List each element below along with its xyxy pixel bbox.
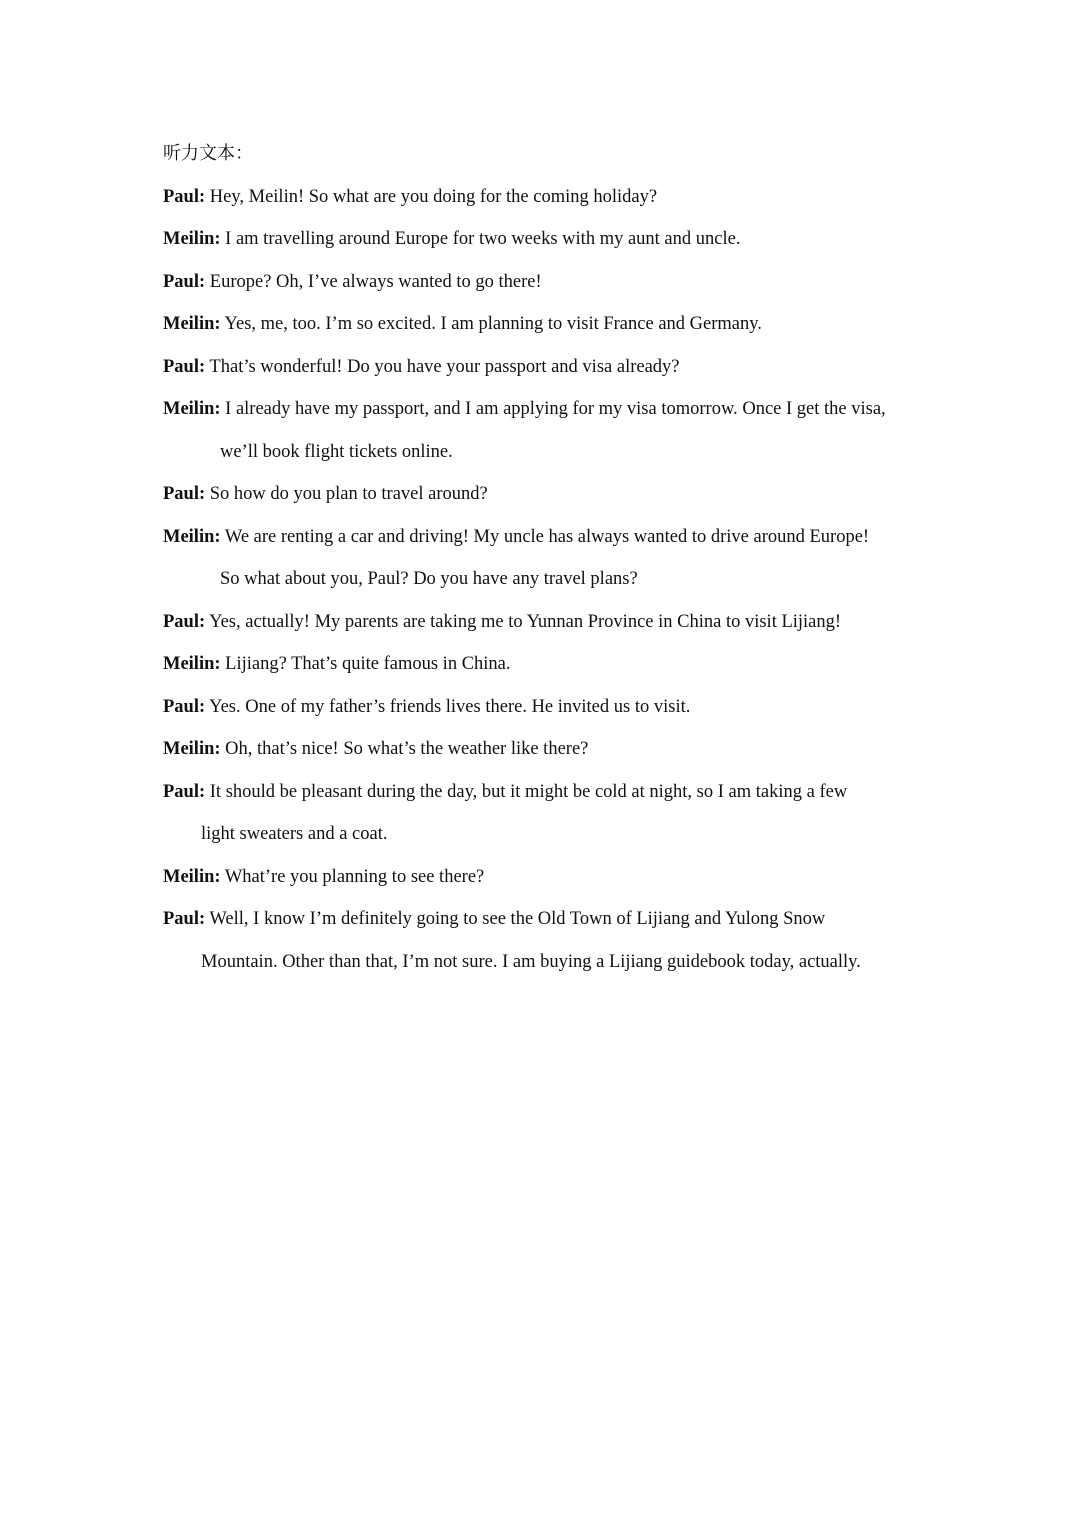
dialogue-line-15 <box>163 898 923 941</box>
speaker-label: Meilin: <box>163 739 221 759</box>
speaker-label: Meilin: <box>163 654 221 674</box>
speaker-label: Paul: <box>163 696 206 717</box>
dialogue-line-8 <box>163 516 923 559</box>
dialogue-text: Hey, Meilin! So what are you doing for the coming holiday? <box>205 186 658 207</box>
dialogue-line-7 <box>163 473 923 516</box>
dialogue-text: It should be pleasant during the day, but it might be cold at night, so I am taking a few <box>205 781 848 802</box>
dialogue-continuation: Mountain. Other than that, I’m not sure. I am buying a Lijiang guidebook today, actually. <box>201 951 861 972</box>
dialogue-text: Europe? Oh, I’ve always wanted to go there! <box>205 271 542 292</box>
dialogue-text: What’re you planning to see there? <box>220 866 485 887</box>
speaker-label: Meilin: <box>163 866 221 887</box>
dialogue-text: Yes, actually! My parents are taking me to Yunnan Province in China to visit Lijiang! <box>205 611 842 632</box>
dialogue-line-11 <box>163 686 923 729</box>
speaker-label: Paul: <box>163 356 206 377</box>
speaker-label: Meilin: <box>163 229 221 249</box>
speaker-label: Paul: <box>163 611 206 632</box>
dialogue-continuation: we’ll book flight tickets online. <box>220 441 453 462</box>
dialogue-text: Yes, me, too. I’m so excited. I am planning to visit France and Germany. <box>220 314 762 334</box>
speaker-label: Paul: <box>163 271 206 292</box>
dialogue-continuation: light sweaters and a coat. <box>201 824 388 844</box>
dialogue-text: Lijiang? That’s quite famous in China. <box>220 654 511 674</box>
dialogue-continuation: So what about you, Paul? Do you have any travel plans? <box>220 569 638 589</box>
dialogue-line-10 <box>163 643 923 686</box>
speaker-label: Meilin: <box>163 526 221 547</box>
speaker-label: Paul: <box>163 909 206 929</box>
dialogue-text: Yes. One of my father’s friends lives there. He invited us to visit. <box>205 696 691 717</box>
dialogue-line-1 <box>163 176 923 219</box>
dialogue-text: Oh, that’s nice! So what’s the weather like there? <box>220 739 589 759</box>
dialogue-text: So how do you plan to travel around? <box>205 484 488 504</box>
dialogue-text: I already have my passport, and I am applying for my visa tomorrow. Once I get the visa, <box>220 399 886 419</box>
dialogue-line-14 <box>163 856 923 899</box>
dialogue-line-6 <box>163 388 923 431</box>
speaker-label: Meilin: <box>163 399 221 419</box>
speaker-label: Paul: <box>163 484 206 504</box>
transcript-heading: 听力文本： <box>163 143 253 164</box>
dialogue-line-5 <box>163 346 923 389</box>
dialogue-line-2 <box>163 218 923 261</box>
dialogue-line-4 <box>163 303 923 346</box>
dialogue-text: That’s wonderful! Do you have your passport and visa already? <box>205 356 680 377</box>
dialogue-line-9 <box>163 601 923 644</box>
dialogue-line-12 <box>163 728 923 771</box>
dialogue-text: We are renting a car and driving! My uncle has always wanted to drive around Europe! <box>220 526 870 547</box>
dialogue-line-3 <box>163 261 923 304</box>
dialogue-line-13 <box>163 771 923 814</box>
transcript <box>163 133 923 983</box>
speaker-label: Paul: <box>163 781 206 802</box>
dialogue-text: I am travelling around Europe for two weeks with my aunt and uncle. <box>220 229 741 249</box>
speaker-label: Meilin: <box>163 314 221 334</box>
speaker-label: Paul: <box>163 186 206 207</box>
dialogue-text: Well, I know I’m definitely going to see the Old Town of Lijiang and Yulong Snow <box>205 909 826 929</box>
